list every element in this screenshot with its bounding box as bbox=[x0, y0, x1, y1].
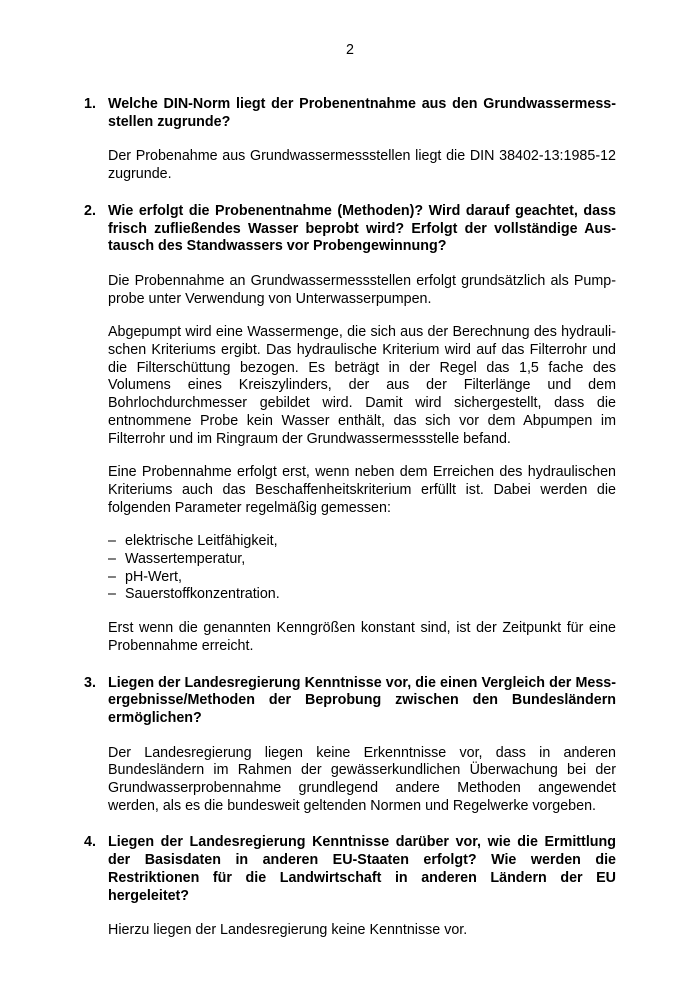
list-item: – elektrische Leitfähigkeit, bbox=[108, 533, 278, 550]
qa-block-2 bbox=[84, 203, 616, 656]
page-number: 2 bbox=[346, 42, 354, 58]
list-item: – Wassertemperatur, bbox=[108, 551, 246, 568]
question-1 bbox=[84, 96, 616, 131]
list-item: – Sauerstoffkonzentration. bbox=[108, 586, 280, 603]
question-number: 3. bbox=[84, 674, 96, 691]
answer-paragraph: Hierzu liegen der Landesregierung keine Kenntnisse vor. bbox=[108, 922, 468, 939]
answer-paragraph: Die Probennahme an Grundwassermessstellen erfolgt grundsätzlich als Pumpprobe unter Verwendung von Unterwasserpumpen. bbox=[108, 272, 616, 307]
list-item: – pH-Wert, bbox=[108, 568, 182, 585]
qa-block-3 bbox=[84, 675, 616, 816]
answer-paragraph: Eine Probennahme erfolgt erst, wenn neben dem Erreichen des hydraulischen Kriteriums auch das Beschaffenheitskriterium erfüllt ist. Dabei werden die folgenden Parameter regelmäßig gemessen: bbox=[108, 464, 616, 516]
question-text: Welche DIN-Norm liegt der Probenentnahme aus den Grundwassermessstellen zugrunde? bbox=[108, 96, 616, 130]
dash-bullet-icon: – bbox=[108, 551, 116, 568]
dash-bullet-icon: – bbox=[108, 533, 116, 550]
question-2 bbox=[84, 203, 616, 256]
dash-bullet-icon: – bbox=[108, 568, 116, 585]
answer-paragraph: Abgepumpt wird eine Wassermenge, die sich aus der Berechnung des hydraulischen Kriteriums ergibt. Das hydraulische Kriterium wird auf das Filterrohr und die Filterschüttung bezogen. Es beträgt in der Regel das 1,5 fache des Volumens eines Kreiszylinders, der aus der Filterlänge und dem Bohrlochdurchmesser gebildet wird. Damit wird sichergestellt, dass die entnommene Probe kein Wasser enthält, das sich vor dem Abpumpen im Filterrohr und im Ringraum der Grundwassermessstelle befand. bbox=[108, 324, 616, 447]
answer-paragraph: Der Landesregierung liegen keine Erkenntnisse vor, dass in anderen Bundesländern im Rahmen der gewässerkundlichen Überwachung bei der Grundwasserprobennahme grundlegend andere Methoden angewendet werden, als es die bundesweit geltenden Normen und Regelwerke vorgeben. bbox=[108, 744, 616, 814]
qa-content bbox=[84, 96, 616, 940]
dash-bullet-icon: – bbox=[108, 586, 116, 603]
question-text: Liegen der Landesregierung Kenntnisse darüber vor, wie die Ermittlung der Basisdaten in anderen EU-Staaten erfolgt? Wie werden die Restriktionen für die Landwirtschaft in anderen Ländern der EU hergeleitet? bbox=[108, 834, 616, 904]
qa-block-1 bbox=[84, 96, 616, 184]
qa-block-4 bbox=[84, 834, 616, 940]
question-number: 4. bbox=[84, 834, 96, 851]
answer-paragraph: Der Probenahme aus Grundwassermessstellen liegt die DIN 38402-13:1985-12 zugrunde. bbox=[108, 148, 616, 183]
question-number: 1. bbox=[84, 96, 96, 112]
parameter-list bbox=[108, 533, 616, 604]
question-3 bbox=[84, 675, 616, 728]
answer-paragraph: Erst wenn die genannten Kenngrößen konstant sind, ist der Zeitpunkt für eine Probennahme erreicht. bbox=[108, 620, 616, 654]
question-text: Liegen der Landesregierung Kenntnisse vor, die einen Vergleich der Messergebnisse/Methoden der Beprobung zwischen den Bundesländern ermöglichen? bbox=[108, 674, 616, 726]
question-4 bbox=[84, 834, 616, 905]
question-number: 2. bbox=[84, 202, 96, 219]
question-text: Wie erfolgt die Probenentnahme (Methoden)? Wird darauf geachtet, dass frisch zufließendes Wasser beprobt wird? Erfolgt der vollständige Austausch des Standwassers vor Probengewinnung? bbox=[108, 202, 616, 255]
